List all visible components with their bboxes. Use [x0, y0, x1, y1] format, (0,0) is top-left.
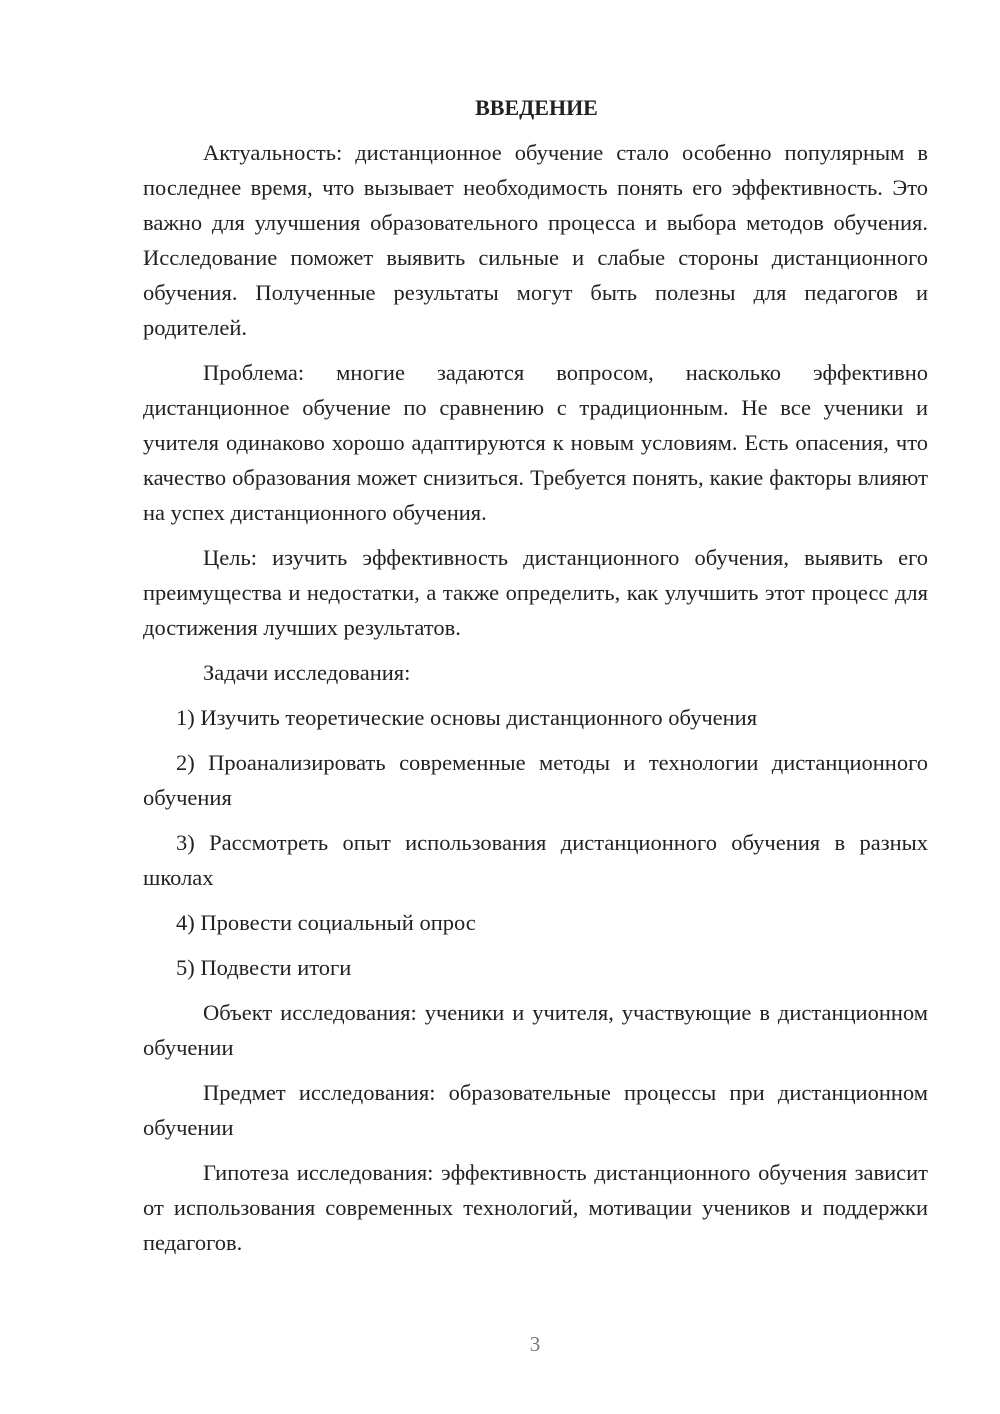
task-item: 4) Провести социальный опрос [176, 910, 476, 935]
subject-paragraph: Предмет исследования: образовательные процессы при дистанционном обучении [143, 1080, 928, 1140]
task-item: 2) Проанализировать современные методы и технологии дистанционного обучения [143, 750, 928, 810]
page-content [143, 93, 928, 1270]
relevance-paragraph: Актуальность: дистанционное обучение стало особенно популярным в последнее время, что вызывает необходимость понять его эффективность. Это важно для улучшения образовательного процесса и выбора методов обучения. Исследование поможет выявить сильные и слабые стороны дистанционного обучения. Полученные результаты могут быть полезны для педагогов и родителей. [143, 140, 928, 340]
section-title: ВВЕДЕНИЕ [475, 95, 598, 120]
task-item: 3) Рассмотреть опыт использования дистанционного обучения в разных школах [143, 830, 928, 890]
page-number: 3 [529, 1332, 541, 1356]
tasks-heading: Задачи исследования: [203, 660, 411, 685]
problem-paragraph: Проблема: многие задаются вопросом, насколько эффективно дистанционное обучение по сравнению с традиционным. Не все ученики и учителя одинаково хорошо адаптируются к новым условиям. Есть опасения, что качество образования может снизиться. Требуется понять, какие факторы влияют на успех дистанционного обучения. [143, 360, 928, 525]
object-paragraph: Объект исследования: ученики и учителя, участвующие в дистанционном обучении [143, 1000, 928, 1060]
task-item: 5) Подвести итоги [176, 955, 352, 980]
hypothesis-paragraph: Гипотеза исследования: эффективность дистанционного обучения зависит от использования современных технологий, мотивации учеников и поддержки педагогов. [143, 1160, 928, 1255]
task-item: 1) Изучить теоретические основы дистанционного обучения [176, 705, 758, 730]
goal-paragraph: Цель: изучить эффективность дистанционного обучения, выявить его преимущества и недостатки, а также определить, как улучшить этот процесс для достижения лучших результатов. [143, 545, 928, 640]
